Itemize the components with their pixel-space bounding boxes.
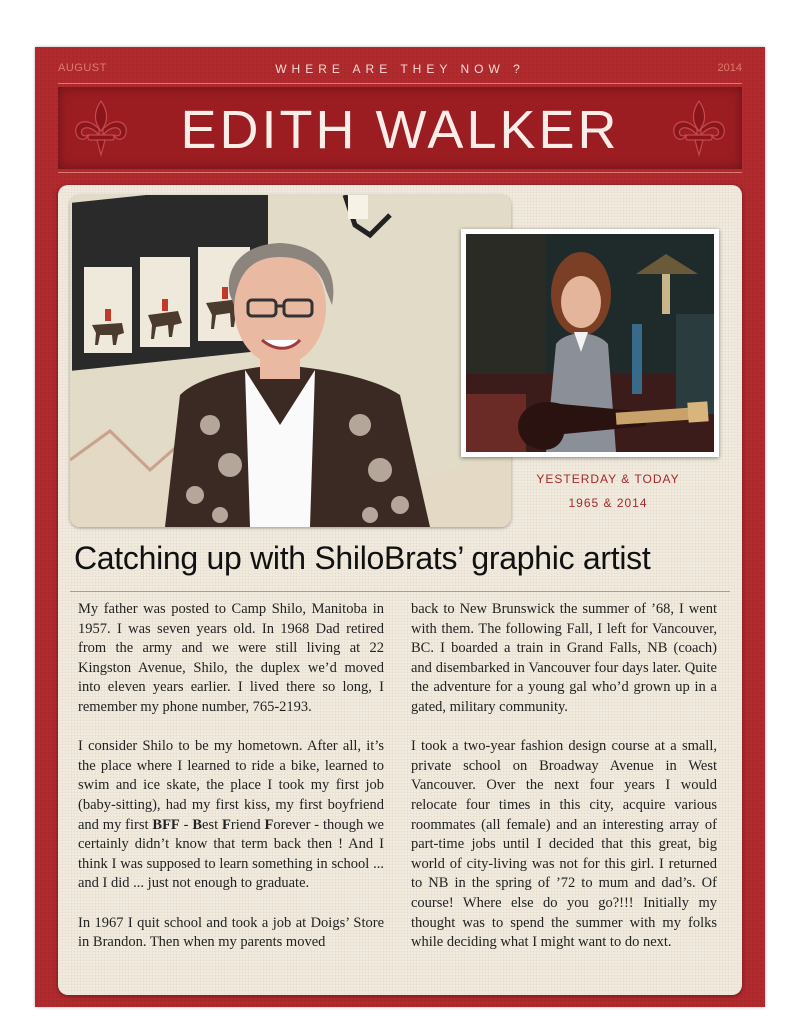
title-banner [58, 87, 742, 169]
paragraph: I took a two-year fashion design course at a small, private school on Broadway Avenue in West Vancouver. Over the next four years I would relocate four times in this city, acquire various roommates (all female) and an interesting array of part-time jobs until I decided that this great, big world of city-living was not for this girl. I returned to NB in the spring of ’72 to mum and dad’s. Of course! Where else do you go?!!! Initially my thought was to spend the summer with my folks while deciding what I might want to do next. [411, 738, 717, 951]
fleur-de-lis-icon [664, 93, 734, 163]
issue-month: AUGUST [58, 62, 107, 74]
page-title: EDITH WALKER [180, 100, 620, 160]
paragraph: In 1967 I quit school and took a job at Doigs’ Store in Brandon. Then when my parents moved [78, 914, 384, 951]
article-headline: Catching up with ShiloBrats’ graphic artist [74, 540, 651, 576]
paragraph: I consider Shilo to be my hometown. After all, it’s the place where I learned to ride a bike, learned to swim and ice skate, the place I took my first job (baby-sitting), had my first kiss, my first boyfriend and my first BFF - Best Friend Forever - though we certainly didn’t know that term back then ! And I think I was supposed to learn something in school ... and I did ... just not enough to graduate. [78, 738, 384, 892]
photo-caption-years: 1965 & 2014 [568, 496, 648, 510]
paragraph: back to New Brunswick the summer of ’68, I went with them. The following Fall, I left for Vancouver, BC. I boarded a train in Grand Falls, NB (coach) and disembarked in Vancouver four days later. Quite the adventure for a young gal who’d grown up in a gated, military community. [411, 601, 717, 715]
article-column-left [78, 600, 384, 972]
headline-rule [70, 591, 730, 592]
photo-caption-title: YESTERDAY & TODAY [536, 472, 680, 486]
issue-year: 2014 [717, 62, 742, 74]
masthead-rule-bottom [58, 172, 742, 173]
article-panel [58, 185, 742, 995]
series-title: WHERE ARE THEY NOW ? [275, 62, 525, 76]
article-column-right [411, 600, 717, 972]
vintage-photo [461, 229, 719, 457]
paragraph: My father was posted to Camp Shilo, Manitoba in 1957. I was seven years old. In 1968 Dad retired from the army and we were still living at 22 Kingston Avenue, Shilo, the duplex we’d moved into eleven years earlier. I lived there so long, I remember my phone number, 765-2193. [78, 601, 384, 715]
masthead-line [58, 62, 742, 78]
portrait-photo [70, 195, 511, 527]
masthead-rule-top [58, 83, 742, 84]
